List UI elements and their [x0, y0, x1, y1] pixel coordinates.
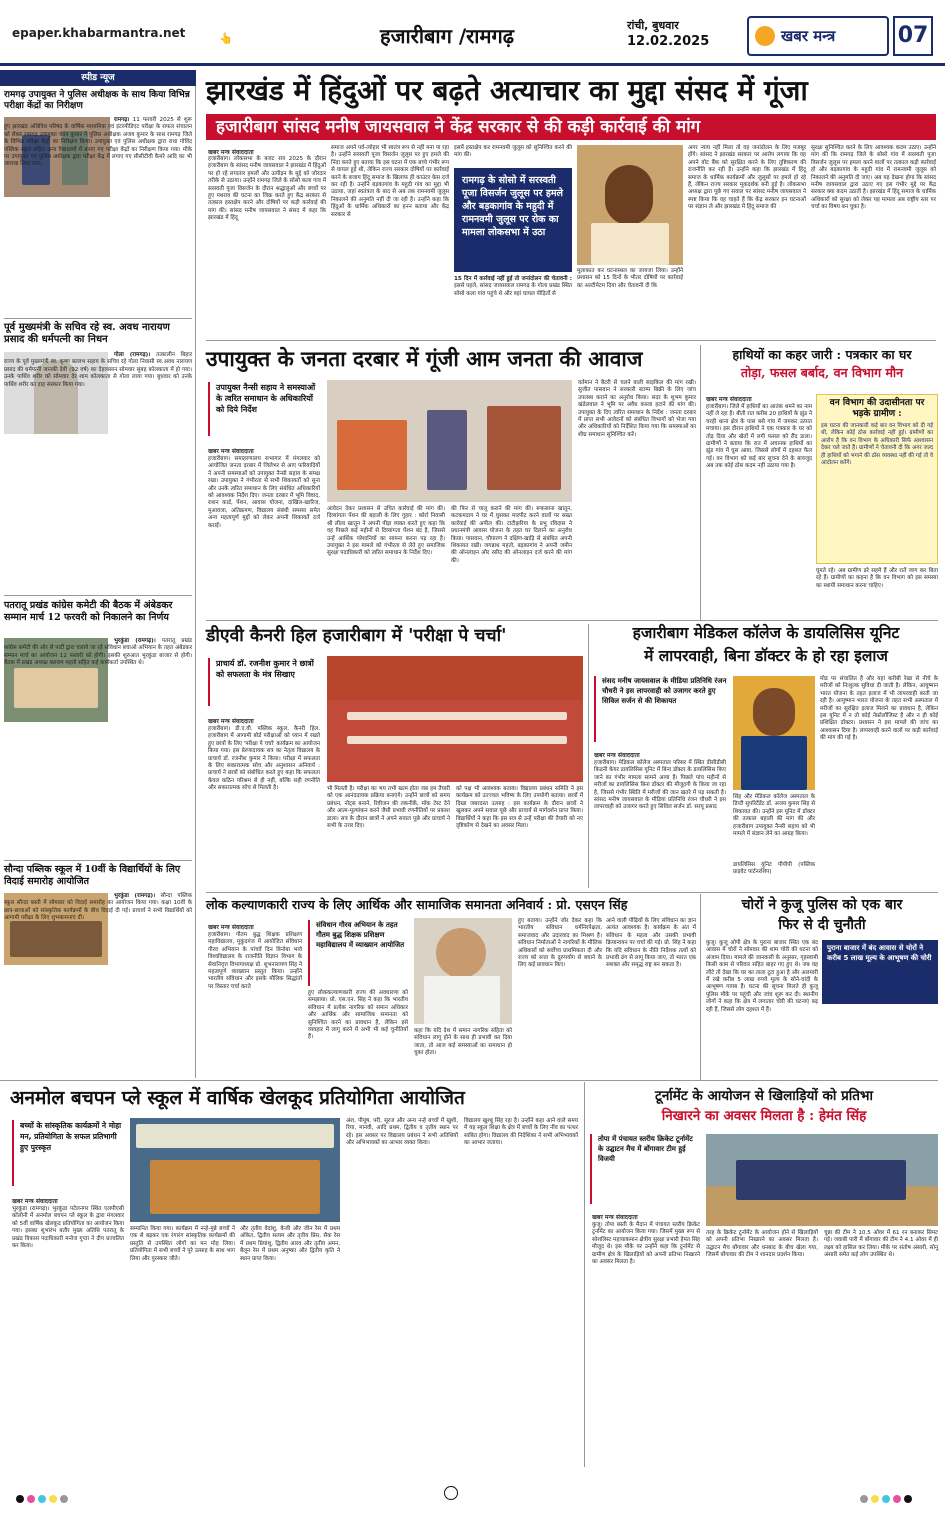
dateline-place: रांची, बुधवार [627, 19, 679, 32]
lead-photo-caption: मुलाकात कर घटनास्थल का जायजा लिया। उन्होंने प्रशासन को 15 दिनों के भीतर दोषियों पर कार्रवाई का अल्टीमेटम दिया और चेतावनी दी कि [577, 268, 683, 289]
elephant-headline-1: हाथियों का कहर जारी : पत्रकार का घर [732, 347, 912, 362]
registration-marks-right [860, 1495, 912, 1503]
brand-logo-icon [755, 26, 775, 46]
anmol-col-4: अंश, पीयूष, परी, सूरज और अन्य नन्हे बच्चों में खुशी, रिया, मानवी, आदि प्रथम, द्वितीय व तृतीय स्थान पर रहे। इस अवसर पर विद्यालय प्रबंधन ने सभी अतिथियों और अभिभावकों का आभार व्यक्त किया। [346, 1118, 458, 1147]
samanta-col-5: आने वाली पीढ़ियों के लिए संविधान का ज्ञान अत्यंत आवश्यक है। कार्यक्रम के अंत में संविधान के महत्व और उसकी प्रभावी क्रियान्वयन पर चर्चा की गई। प्रो. सिंह ने कहा कि यदि संविधान के नीति निर्देशक तत्वों को प्रभावी ढंग से लागू किया जाए, तो भारत एक सशक्त और समृद्ध राष्ट्र बन सकता है। [606, 918, 697, 969]
theft-headline-1: चोरों ने कुजू पुलिस को एक बार [741, 897, 903, 913]
page-number: 07 [893, 16, 933, 56]
lead-callout [454, 168, 572, 272]
samanta-speaker-photo [414, 918, 512, 1024]
news-text: 11 फरवरी 2025 से शुरू हुए झारखंड अधिविध परिषद के वार्षिक माध्यमिक एवं इंटरमीडिएट परीक्षा के सफल संचालन को लेकर रामगढ़ उपायुक्त चंदन कुमार ने पुलिस अधीक्षक अजय कुमार के साथ रामगढ़ जिले के विभिन्न परीक्षा केंद्रों का निरीक्षण किया। उपायुक्त एवं पुलिस अधीक्षक द्वारा राधा गोविंद पब्लिक स्कूल सहित अन्य विद्यालयों में बनाए गए परीक्षा केंद्रों का निरीक्षण किया गया। मौके पर उपायुक्त एवं पुलिस अधीक्षक द्वारा परीक्षा केंद्र में लगाए गए सीसीटीवी कैमरे आदि का भी जायजा लिया गया। [4, 117, 192, 168]
speed-news-column [0, 70, 196, 1078]
speed-news-headline: पूर्व मुख्यमंत्री के सचिव रहे स्व. अवध नारायण प्रसाद की धर्मपत्नी का निधन [4, 322, 170, 345]
samanta-col-4: हुए बताया। उन्होंने जोर देकर कहा कि भारतीय संविधान धर्मनिरपेक्षता, समाजवाद और उदारवाद का मिश्रण है। संविधान निर्माताओं ने नागरिकों के मौलिक अधिकारों को सर्वोच्च प्राथमिकता दी और राज्य को सत्ता के दुरुपयोग से बचाने के लिए कई प्रावधान किए। [518, 918, 602, 969]
elephant-sidebar-text: इस घटना की जानकारी कई बार वन विभाग को दी गई थी, लेकिन कोई ठोस कार्रवाई नहीं हुई। ग्रामीणों का आरोप है कि वन विभाग के अधिकारी सिर्फ आश्वासन देकर चले जाते हैं। ग्रामीणों ने चेतावनी दी कि अगर जल्द ही हाथियों को भगाने की ठोस व्यवस्था नहीं की गई तो वे आंदोलन करेंगे। [821, 423, 933, 467]
tournament-headline-1: टूर्नामेंट के आयोजन से खिलाड़ियों को प्रतिभा [655, 1088, 873, 1104]
lead-subhead-bar [206, 114, 936, 140]
elephant-col-1: हजारीबाग। जिले में हाथियों का आतंक थमने का नाम नहीं ले रहा है। बीती रात करीब 20 हाथियों के झुंड ने चरही थाना क्षेत्र के पास बसे गांव में जमकर उत्पात मचाया। इस दौरान हाथियों ने एक पत्रकार के घर को तोड़ दिया और खेतों में लगी फसल को रौंद डाला। ग्रामीणों ने बताया कि रात में अचानक हाथियों का झुंड गांव में घुस आया, जिससे लोगों में दहशत फैल गई। वन विभाग को कई बार सूचना देने के बावजूद अब तक कोई ठोस कदम नहीं उठाया गया है। [706, 404, 812, 470]
byline: खबर मन्त्र संवाददाता [706, 396, 752, 403]
cursor-icon: 👆 [219, 32, 233, 45]
lead-section-title: 15 दिन में कार्रवाई नहीं हुई तो जनांदोलन की चेतावनी : [454, 276, 572, 282]
speed-news-body [4, 352, 192, 532]
pariksha-col-1: हजारीबाग। डी.ए.वी. पब्लिक स्कूल, कैनरी हिल, हजारीबाग में आगामी बोर्ड परीक्षाओं को ध्यान में रखते हुए छात्रों के लिए 'परीक्षा पे चर्चा' कार्यक्रम का आयोजन किया गया। इस प्रेरणादायक सत्र का नेतृत्व विद्यालय के प्राचार्य डॉ. रजनीश कुमार ने किया। परीक्षा में सफलता के लिए सकारात्मक सोच और अनुशासन अनिवार्य : प्राचार्य ने छात्रों को संबोधित करते हुए कहा कि सफलता केवल कठिन परिश्रम से ही नहीं, बल्कि सही रणनीति और सकारात्मक सोच से मिलती है। [208, 726, 320, 792]
speed-news-headline: सौन्दा पब्लिक स्कूल में 10वीं के विद्यार्थियों के लिए विदाई समारोह आयोजित [4, 864, 181, 887]
speed-news-headline: रामगढ़ उपायुक्त ने पुलिस अधीक्षक के साथ किया विभिन्न परीक्षा केंद्रों का निरीक्षण [4, 90, 190, 111]
anmol-col-1: भुरकुंडा (रामगढ़)। भुरकुंडा पटेलनगर स्थित एलपीएसी कॉलोनी में अनमोल बचपन प्ले स्कूल के द्वारा मंगलवार को 5वीं वार्षिक खेलकूद प्रतियोगिता का आयोजन किया गया। इसका शुभारंभ बतौर मुख्य अतिथि पतरातू के प्रखंड विकास पदाधिकारी मनोज गुप्ता ने दीप प्रज्वलित कर किया। [12, 1206, 124, 1250]
dateline: भुरकुंडा (रामगढ़)। [114, 638, 156, 644]
tournament-col-3: चुन्ना की टीम ने 10.5 ओवर में 61 रन बनाकर सिमट गई। जवाबी पारी में बोंगावार की टीम ने 4.1 ओवर में ही लक्ष्य को हासिल कर लिया। मौके पर संतोष अंसारी, सोनू अंसारी समेत कई लोग उपस्थित थे। [824, 1230, 938, 1259]
lead-col-1: हजारीबाग। लोकसभा के बजट सत्र 2025 के दौरान हजारीबाग के सांसद मनीष जायसवाल ने झारखंड में हिंदुओं पर हो रहे लगातार हमलों और उत्पीड़न के मुद्दे को जोरदार तरीके से उठाया। उन्होंने रामगढ़ जिले के सोसो कला गांव में सरस्वती पूजा विसर्जन के दौरान श्रद्धालुओं और बच्चों पर हुए पथराव की घटना का जिक्र करते हुए केंद्र सरकार से तत्काल हस्तक्षेप करने और दोषियों पर कड़ी कार्रवाई की मांग की। सांसद मनीष जायसवाल ने संसद में कहा कि झारखंड में हिंदू [208, 156, 326, 222]
samanta-headline: लोक कल्याणकारी राज्य के लिए आर्थिक और सामाजिक समानता अनिवार्य : प्रो. एसएन सिंह [206, 897, 628, 912]
pariksha-photo [327, 656, 583, 782]
elephant-sidebar [816, 394, 938, 564]
elephant-headline-2: तोड़ा, फसल बर्बाद, वन विभाग मौन [740, 365, 904, 380]
samanta-col-3: कहा कि यदि देश में समान नागरिक संहिता को संविधान लागू होने के साथ ही प्रभावी कर दिया जाता, तो आज कई समस्याओं का समाधान हो चुका होता। [414, 1028, 512, 1057]
pariksha-col-3: को पक्ष भी आवश्यक बताया। विद्यालय प्रबंधन समिति ने इस कार्यक्रम को उज्ज्वल भविष्य के लिए उपयोगी बताया। छात्रों में दिखा जबरदस्त उत्साह : इस कार्यक्रम के दौरान छात्रों ने खुलकर अपने सवाल पूछे और प्राचार्य से मार्गदर्शन प्राप्त किया। विद्यार्थियों ने कहा कि इस सत्र से उन्हें परीक्षा की तैयारी को नए दृष्टिकोण से देखने का अवसर मिला। [456, 786, 583, 830]
theft-subbox [822, 940, 938, 1004]
darbar-col-4: वर्तमान ने बैटरी से चलने वाली साइकिल की मांग रखी। सुजीत पासवान ने सरकारी स्टाम्प बिक्री के लिए जांच उपलब्ध कराने का अनुरोध किया। सदर के शुभम कुमार खंडेलवाल ने भूमि पर अवैध कब्जा हटाने की मांग की। उपायुक्त के दिए त्वरित समाधान के निर्देश : जनता दरबार में प्राप्त सभी आवेदनों को संबंधित विभागों को भेजा गया और अधिकारियों को निर्देशित किया गया कि समस्याओं का शीघ्र समाधान सुनिश्चित करें। [578, 380, 696, 438]
dialysis-col-2: मोड पर संचालित है और यहां करीबी रेखा से नीचे के मरीजों को निःशुल्क सुविधा दी जाती है। लेकिन, आयुष्मान भारत योजना के तहत इलाज में भी लापरवाही बरती जा रही है। आयुष्मान भारत योजना के तहत सभी अस्पताल में मरीजों का सुरक्षित इलाज मिलने का प्रावधान है, लेकिन इस यूनिट में न तो कोई नेफ्रोलॉजिस्ट है और न ही कोई प्रशिक्षित डॉक्टर। प्रशासन ने इस मामले की जांच का आश्वासन दिया है। लापरवाही करने वालों पर कड़ी कार्रवाई की मांग की गई है। [820, 676, 938, 742]
masthead [0, 0, 945, 66]
lead-col-4: अगर न्याय नहीं मिला तो वह जनांदोलन के लिए मजबूर होंगे। सांसद ने झारखंड सरकार पर आरोप लगाया कि वह अपने वोट बैंक को सुरक्षित करने के लिए तुष्टिकरण की राजनीति कर रही है। उन्होंने कहा कि झारखंड में हिंदू समाज के धार्मिक कार्यक्रमों और जुलूसों पर हमले हो रहे हैं, लेकिन राज्य सरकार मूकदर्शक बनी हुई है। लोकसभा अध्यक्ष द्वारा पूछे गए सवाल पर सांसद मनीष जायसवाल ने स्पष्ट किया कि वह चाहते हैं कि केंद्र सरकार इन घटनाओं पर संज्ञान ले और झारखंड में हिंदू समाज की [688, 145, 806, 211]
samanta-col-2: हुए लोककल्याणकारी राज्य की अवधारणा को समझाया। प्रो. एस.एन. सिंह ने कहा कि भारतीय संविधान में प्रत्येक नागरिक को समान अधिकार और आर्थिक और सामाजिक समानता को सुनिश्चित करने का प्रावधान है, लेकिन इसे व्यवहार में लागू करने में अभी भी कई चुनौतियाँ हैं। [308, 990, 408, 1041]
byline: खबर मन्त्र संवाददाता [592, 1214, 638, 1221]
theft-subbox-text: पुराना बाजार में बंद आवास से चोरों ने करीब 5 लाख मूल्य के आभूषण की चोरी [827, 944, 932, 962]
brand-name: खबर मन्त्र [781, 27, 836, 45]
section-title: हजारीबाग /रामगढ़ [380, 24, 514, 48]
speed-news-body [4, 638, 192, 858]
dialysis-col-1: हजारीबाग। मेडिकल कॉलेज अस्पताल परिसर में स्थित डीसीडीसी किडनी केयर डायलिसिस यूनिट में बिना डॉक्टर के डायलिसिस किए जाने का गंभीर मामला सामने आया है। पिछले पांच महीनों से मरीजों का डायलिसिस बिना डॉक्टर की मौजूदगी के किया जा रहा है, जिससे गंभीर स्थिति में मरीजों की जान खतरे में पड़ सकती है। सांसद मनीष जायसवाल के मीडिया प्रतिनिधि रंजन चौधरी ने इस लापरवाही को उजागर करते हुए सिविल सर्जन डॉ. सरयू प्रसाद [594, 760, 726, 811]
brand-block [747, 16, 889, 56]
epaper-url[interactable]: epaper.khabarmantra.net [12, 26, 186, 40]
speed-news-label: स्पीड न्यूज [0, 70, 196, 86]
darbar-subbox: उपायुक्त नैन्सी सहाय ने समस्याओं के त्वरित समाधान के अधिकारियों को दिये निर्देश [208, 382, 320, 436]
dialysis-headline-2: में लापरवाही, बिना डॉक्टर के हो रहा इलाज [644, 646, 888, 665]
dateline-date: 12.02.2025 [627, 34, 710, 49]
byline: खबर मन्त्र संवाददाता [208, 448, 254, 455]
byline: खबर मन्त्र संवाददाता [208, 149, 254, 156]
lead-col-5: सुरक्षा सुनिश्चित करने के लिए आवश्यक कदम उठाए। उन्होंने मांग की कि रामगढ़ जिले के सोसो गांव में सरस्वती पूजा विसर्जन जुलूस पर हमला करने वालों पर तत्काल कड़ी कार्रवाई हो और बड़कागांव के महुदी गांव में रामनवमी जुलूस को निकालने की अनुमति दी जाए। अब यह देखना होगा कि सांसद मनीष जायसवाल द्वारा उठाए गए इस गंभीर मुद्दे पर केंद्र सरकार क्या कदम उठाती है। झारखंड में हिंदू समाज के धार्मिक अधिकारों को सुरक्षा को लेकर यह मामला अब राष्ट्रीय स्तर पर चर्चा का विषय बन चुका है। [811, 145, 936, 211]
anmol-col-2: सम्मानित किया गया। कार्यक्रम में नन्हे-मुन्ने बच्चों ने एक से बढ़कर एक रंगारंग सांस्कृतिक कार्यक्रमों की प्रस्तुति से उपस्थित लोगों का मन मोह लिया। प्रतियोगिता में सभी बच्चों ने पूरे उत्साह के साथ भाग लिया और पुरस्कार जीते। [130, 1226, 235, 1262]
dateline: गोला (रामगढ़)। [114, 352, 151, 358]
speed-news-body [4, 893, 192, 1073]
darbar-headline: उपायुक्त के जनता दरबार में गूंजी आम जनता की आवाज [206, 346, 643, 371]
darbar-photo [327, 380, 572, 502]
anmol-headline: अनमोल बचपन प्ले स्कूल में वार्षिक खेलकूद प्रतियोगिता आयोजित [10, 1087, 465, 1109]
lead-section-text: इससे पहले, सांसद जायसवाल रामगढ़ के गोला प्रखंड स्थित सोसो कला गांव पहुंचे थे और वहां घायल पीड़ितों से [454, 283, 572, 297]
dateline: रामगढ़। [114, 117, 130, 123]
lead-col-3: इसमें हस्तक्षेप कर रामनवमी जुलूस को सुनिश्चित करने की मांग की। [454, 145, 572, 159]
dialysis-headline-1: हजारीबाग मेडिकल कॉलेज के डायलिसिस यूनिट [632, 623, 900, 642]
mp-portrait-photo [577, 145, 683, 265]
news-text: तत्कालीन बिहार राज्य के पूर्व मुख्यमंत्री स्व. कृष्ण बल्लभ सहाय के सचिव रहे गोला निवासी स्व.अवध नारायण प्रसाद की धर्मपत्नी जानकी देवी (92 वर्ष) का देहावसान सोमवार सुबह कोलकाता में हो गया। उनके पार्थिव शरीर को सोमवार देर शाम कोलकाता से गोला लाया गया। बुधवार को उनके पार्थिव शरीर का दाह संस्कार किया गया। [4, 352, 193, 388]
darbar-col-3: की फिर से चालू कराने की मांग की। रूकसाना खातून, कटकमदाग ने घर में घुसकर मारपीट करने वालों पर सख्त कार्रवाई की अपील की। टाटीझरिया के प्रभु रविदास ने प्रधानमंत्री आवास योजना के तहत घर दिलाने का अनुरोध किया। पासवान, चौपारण ने दक्षिण-खाड़ि से संबंधित अपनी शिकायत रखी। जगन्नाथ महतो, बड़कागांव ने अपनी जमीन की ऑनलाइन और रसीद की ऑनलाइन दर्ज करने की मांग की। [451, 506, 572, 564]
anmol-photo [130, 1118, 340, 1222]
anmol-subbox: बच्चों के सांस्कृतिक कार्यक्रमों ने मोहा मन, प्रतियोगिता के सफल प्रतिभागी हुए पुरस्कृत [12, 1120, 124, 1186]
speed-news-body [4, 117, 192, 315]
darbar-col-1: हजारीबाग। समाहरणालय सभागार में मंगलवार को आयोजित जनता दरबार में जिलेभर से आए फरियादियों ने अपनी समस्याओं को उपायुक्त नैन्सी सहाय के समक्ष रखा। उपायुक्त ने गंभीरता से सभी शिकायतों को सुना और उनके त्वरित समाधान के लिए संबंधित अधिकारियों को आवश्यक निर्देश दिए। जनता दरबार में भूमि विवाद, राशन कार्ड, पेंशन, आवास योजना, दाखिल-खारिज, मुआवजा, अतिक्रमण, विद्यालय संबंधी समस्या समेत अन्य महत्वपूर्ण मुद्दों को लेकर अपनी शिकायतें दर्ज कराईं। [208, 456, 320, 529]
dialysis-photo-caption: सिंह और मेडिकल कॉलेज अस्पताल के डिप्टी सुपरिटेंडेंट डॉ. अजय कुमार सिंह से शिकायत की। उन्होंने इस यूनिट में डॉक्टर की तत्काल बहाली की मांग की और हजारीबाग उपायुक्त नैन्सी सहाय को भी मामले में संज्ञान लेने का आग्रह किया। [733, 794, 815, 838]
pariksha-subbox: प्राचार्य डॉ. रजनीश कुमार ने छात्रों को सफलता के मंत्र सिखाए [208, 658, 316, 706]
tournament-col-1: कुजू। तोपा बस्ती के मैदान में पंचायत स्तरीय क्रिकेट टूर्नामेंट का आयोजन किया गया। जिसमें मुख्य रूप से सोशलिस्ट महायाकमान क्षेत्रीय सुरक्षा प्रभारी हेमंत सिंह मौजूद थे। इस मौके पर उन्होंने कहा कि टूर्नामेंट से ग्रामीण क्षेत्र के खिलाड़ियों को अपनी प्रतिभा निखारने का अवसर मिलता है। [592, 1222, 700, 1266]
news-text: सौन्दा पब्लिक स्कूल सौन्दा बस्ती में सोमवार को विदाई समारोह का आयोजन किया गया। कक्षा 10वीं के छात्र-छात्राओं को सांस्कृतिक कार्यक्रमों के बीच विदाई दी गई। प्राचार्य ने सभी विद्यार्थियों को आगामी परीक्षा के लिए शुभकामनाएं दीं। [4, 893, 192, 922]
lead-callout-text: रामगढ़ के सोसो में सरस्वती पूजा विसर्जन जुलूस पर हमले और बड़कागांव के महुदी में रामनवमी जुलूस पर रोक का मामला लोकसभा में उठा [462, 175, 563, 238]
byline: खबर मन्त्र संवाददाता [594, 752, 640, 759]
samanta-col-1: हजारीबाग। गौतम बुद्ध शिक्षक प्रशिक्षण महाविद्यालय, मुकुंदगंज में आयोजित संविधान गौरव अभियान के पांचवें दिन विनोबा भावे विश्वविद्यालय के राजनीति विज्ञान विभाग के सेवानिवृत्त विभागाध्यक्ष प्रो. शुभनारायण सिंह ने महत्वपूर्ण व्याख्यान प्रस्तुत किया। उन्होंने भारतीय संविधान और इसके मौलिक सिद्धांतों पर विस्तार चर्चा करते [208, 932, 302, 990]
dialysis-photo-label: डायलिसिस यूनिट पीपीपी (पब्लिक प्राइवेट पार्टनरशिप) [733, 862, 815, 876]
tournament-subbox: तोपा में पंचायत स्तरीय क्रिकेट टूर्नामेंट के उद्घाटन मैच में बोंगावार टीम हुई विजयी [590, 1134, 700, 1204]
byline: खबर मन्त्र संवाददाता [208, 924, 254, 931]
speed-news-headline: पतरातू प्रखंड कांग्रेस कमेटी की बैठक में अंबेडकर सम्मान मार्च 12 फरवरी को निकालने का निर्णय [4, 600, 173, 623]
dialysis-subbox: संसद मनीष जायसवाल के मीडिया प्रतिनिधि रंजन चौधरी ने इस लापरवाही को उजागर करते हुए सिविल सर्जन से की शिकायत [594, 676, 728, 742]
samanta-subbox: संविधान गौरव अभियान के तहत गौतम बुद्ध शिक्षक प्रशिक्षण महाविद्यालय में व्याख्यान आयोजित [308, 920, 408, 986]
theft-headline-2: फिर से दी चुनौती [778, 917, 866, 933]
darbar-col-2: आवेदन देकर प्रशासन से उचित कार्रवाई की मांग की। दिव्यांगता पेंशन की बहाली के लिए गुहार : कोर्रा निवासी श्री लीला खातून ने अपनी पीड़ा व्यक्त करते हुए कहा कि वह पिछले कई महीनों से दिव्यांगता पेंशन बंद है, जिससे उन्हें आर्थिक परेशानियों का सामना करना पड़ रहा है। उपायुक्त ने इस मामले को गंभीरता से लेते हुए समाजिक सुरक्षा पदाधिकारी को त्वरित समाधान के निर्देश दिए। [327, 506, 445, 557]
byline: खबर मन्त्र संवाददाता [208, 718, 254, 725]
lead-subhead: हजारीबाग सांसद मनीष जायसवाल ने केंद्र सरकार से की कड़ी कार्रवाई की मांग [216, 117, 701, 137]
registration-marks-center [444, 1489, 458, 1503]
elephant-col-2: घूमते रहे। अब ग्रामीण डरे सहमे हैं और रातें जाग कर बिता रहे हैं। ग्रामीणों का कहना है कि वन विभाग को इस समस्या का स्थायी समाधान करना चाहिए। [816, 568, 938, 589]
pariksha-headline: डीएवी कैनरी हिल हजारीबाग में 'परीक्षा पे चर्चा' [206, 626, 507, 646]
theft-body: कुजू। कुजू ओपी क्षेत्र के पुराना बाजार स्थित एक बंद आवास में चोरों ने सोमवार की शाम चोरी की घटना को अंजाम दिया। मामले की जानकारी के अनुसार, गृहस्वामी किसी काम से परिवार सहित बाहर गए हुए थे। जब वह लौटे तो देखा कि घर का ताला टूटा हुआ है और अलमारी में रखे करीब 5 लाख रुपये मूल्य के सोने-चांदी के आभूषण गायब हैं। घटना की सूचना मिलते ही कुजू पुलिस मौके पर पहुंची और जांच शुरू कर दी। स्थानीय लोगों ने कहा कि क्षेत्र में लगातार चोरी की घटनाएं बढ़ रही हैं, जिससे लोग दहशत में हैं। [706, 940, 818, 1013]
lead-col-2: समाज अपने पर्व-त्योहार भी स्वतंत्र रूप से नहीं मना पा रहा है। उन्होंने सरस्वती पूजा विसर्जन जुलूस पर हुए हमले की निंदा करते हुए बताया कि इस घटना में एक बच्चे गंभीर रूप से घायल हुई थी, लेकिन राज्य सरकार दोषियों पर कार्रवाई करने के बजाय हिंदू समाज के खिलाफ ही काउंटर केस दर्ज कर रही है। उन्होंने बड़कागांव के महुदी गांव का मुद्दा भी उठाया, जहां स्वतंत्रता के बाद से अब तक रामनवमी जुलूस निकालने की अनुमति नहीं दी जा रही है। उन्होंने कहा कि हिंदुओं के धार्मिक अधिकारों का हनन बताया और केंद्र सरकार से [331, 145, 449, 218]
tournament-headline-2: निखारने का अवसर मिलता है : हेमंत सिंह [661, 1108, 867, 1124]
news-text: पतरातू प्रखंड कांग्रेस कमेटी की ओर से पार्टी द्वारा चलाये जा रहे संविधान बचाओ अभियान के तहत अंबेडकर सम्मान मार्च का आयोजन 12 फरवरी को होगी। इसकी शुरुआत भुरकुंडा बाजार से होगी। बैठक में प्रखंड अध्यक्ष बलराम महतो सहित कई कार्यकर्ता उपस्थित थे। [4, 638, 192, 667]
dialysis-portrait-photo [733, 676, 815, 790]
lead-headline: झारखंड में हिंदुओं पर बढ़ते अत्याचार का मुद्दा संसद में गूंजा [206, 74, 808, 107]
byline: खबर मन्त्र संवाददाता [12, 1198, 58, 1205]
elephant-sidebar-title: वन विभाग की उदासीनता पर भड़के ग्रामीण : [829, 398, 925, 419]
pariksha-col-2: भी मिलती है। परीक्षा का भय तभी खत्म होता जब हम तैयारी को एक आनंददायक प्रक्रिया बनाएंगे। उन्होंने छात्रों को समय प्रबंधन, नोट्स बनाने, रिवीजन की तकनीकें, मॉक टेस्ट देने और आत्म-मूल्यांकन करने जैसी प्रभावी रणनीतियों पर प्रकाश डाला। सत्र के दौरान छात्रों ने अपने सवाल पूछे और प्राचार्य ने सभी के उत्तर दिए। [327, 786, 450, 830]
anmol-col-5: विद्यालय खुश्बू सिंह रहा है। उन्होंने कहा आने वाले समय में यह स्कूल शिक्षा के क्षेत्र में बच्चों के लिए नींव का पत्थर साबित होगा। विद्यालय की निदेशिका ने सभी अभिभावकों का आभार जताया। [464, 1118, 578, 1147]
anmol-col-3: और तृतीय वेदांशु, केजी और जीन रेस में प्रथम अंकित, द्वितीय सत्यम और तृतीय प्रिंस, सैक रेस में प्रथम प्रियांशु, द्वितीय आरव और तृतीय अमन, बैलून रेस में प्रथम अनुष्का और द्वितीय कृति ने स्थान प्राप्त किया। [240, 1226, 340, 1262]
registration-marks-left [16, 1495, 68, 1503]
tournament-photo [706, 1134, 938, 1226]
dateline: भुरकुंडा (रामगढ़)। [114, 893, 156, 899]
lead-col-3b [454, 276, 572, 336]
tournament-col-2: तरह के क्रिकेट टूर्नामेंट के आयोजन होने से खिलाड़ियों को अपनी प्रतिभा निखारने का अवसर मिलता है। उद्घाटन मैच बोंगावार और धनबाद के बीच खेला गया, जिसमें बोंगावार की टीम ने शानदार प्रदर्शन किया। [706, 1230, 818, 1259]
